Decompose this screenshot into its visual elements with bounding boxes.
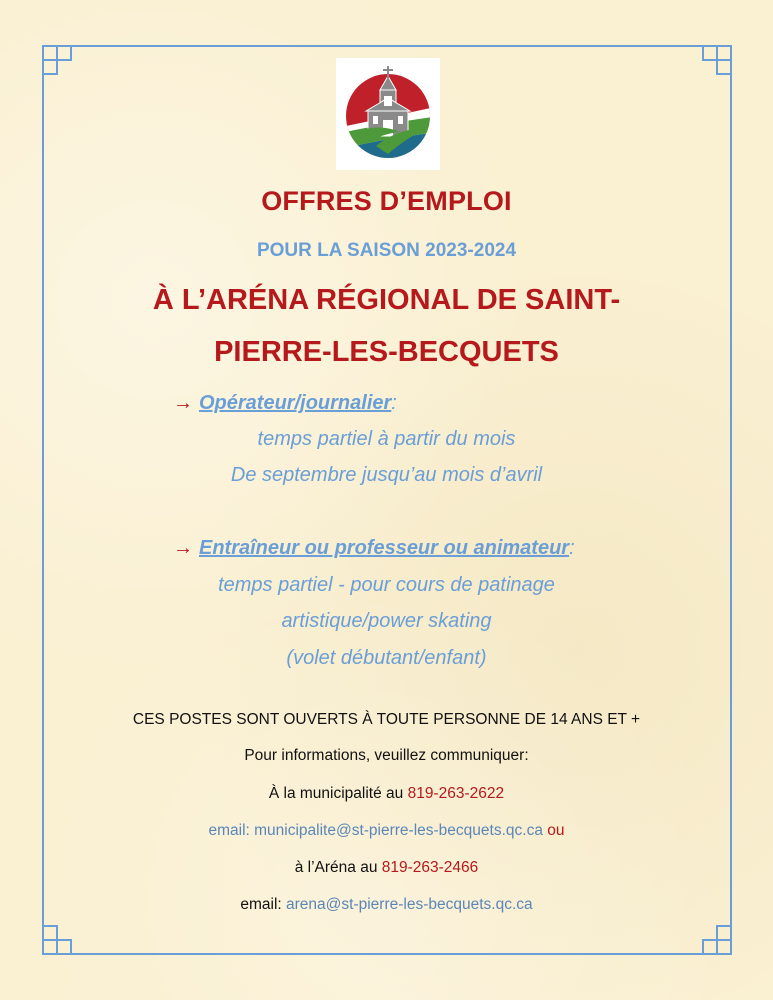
job-title-coach: Entraîneur ou professeur ou animateur	[199, 537, 570, 559]
arena-phone[interactable]: 819-263-2466	[381, 859, 479, 876]
corner-ornament-bottom-right	[688, 911, 732, 955]
corner-ornament-bottom-left	[42, 911, 86, 955]
email-label: email:	[208, 822, 255, 839]
corner-ornament-top-left	[42, 45, 86, 89]
arena-phone-line	[60, 859, 713, 877]
page-title: OFFRES D’EMPLOI	[261, 186, 512, 216]
page-border	[42, 45, 732, 955]
arena-email-line	[60, 896, 713, 914]
municipality-logo	[336, 58, 440, 170]
arrow-right-icon: →	[173, 537, 193, 559]
job-description-line: (volet débutant/enfant)	[286, 647, 487, 669]
job-title-operator: Opérateur/journalier	[199, 392, 392, 414]
church-logo-icon	[336, 58, 440, 170]
arena-email-link[interactable]: arena@st-pierre-les-becquets.qc.ca	[286, 896, 533, 913]
email-label: email:	[240, 896, 287, 913]
job-title-colon: :	[391, 392, 397, 414]
contact-intro: Pour informations, veuillez communiquer:	[244, 747, 529, 764]
job-description-line: De septembre jusqu’au mois d’avril	[230, 464, 543, 486]
corner-ornament-top-right	[688, 45, 732, 89]
municipality-phone-line	[60, 785, 713, 803]
venue-line-1: À L’ARÉNA RÉGIONAL DE SAINT-	[152, 284, 621, 316]
job-description-line: temps partiel à partir du mois	[257, 428, 516, 450]
venue-line-2: PIERRE-LES-BECQUETS	[214, 336, 559, 368]
municipality-email-line	[60, 822, 713, 840]
job-heading-operator	[173, 392, 397, 415]
or-word: ou	[542, 822, 565, 839]
job-heading-coach	[173, 537, 575, 560]
municipality-label: À la municipalité au	[268, 785, 408, 802]
arrow-right-icon: →	[173, 392, 193, 414]
municipality-phone[interactable]: 819-263-2622	[407, 785, 505, 802]
eligibility-notice: CES POSTES SONT OUVERTS À TOUTE PERSONNE DE 14 ANS ET +	[132, 711, 641, 728]
job-title-colon: :	[569, 537, 575, 559]
job-description-line: temps partiel - pour cours de patinage	[218, 574, 555, 596]
season-subtitle: POUR LA SAISON 2023-2024	[256, 240, 517, 261]
job-description-line: artistique/power skating	[281, 610, 492, 632]
municipality-email-link[interactable]: municipalite@st-pierre-les-becquets.qc.ca	[254, 822, 543, 839]
arena-label: à l’Aréna au	[294, 859, 382, 876]
